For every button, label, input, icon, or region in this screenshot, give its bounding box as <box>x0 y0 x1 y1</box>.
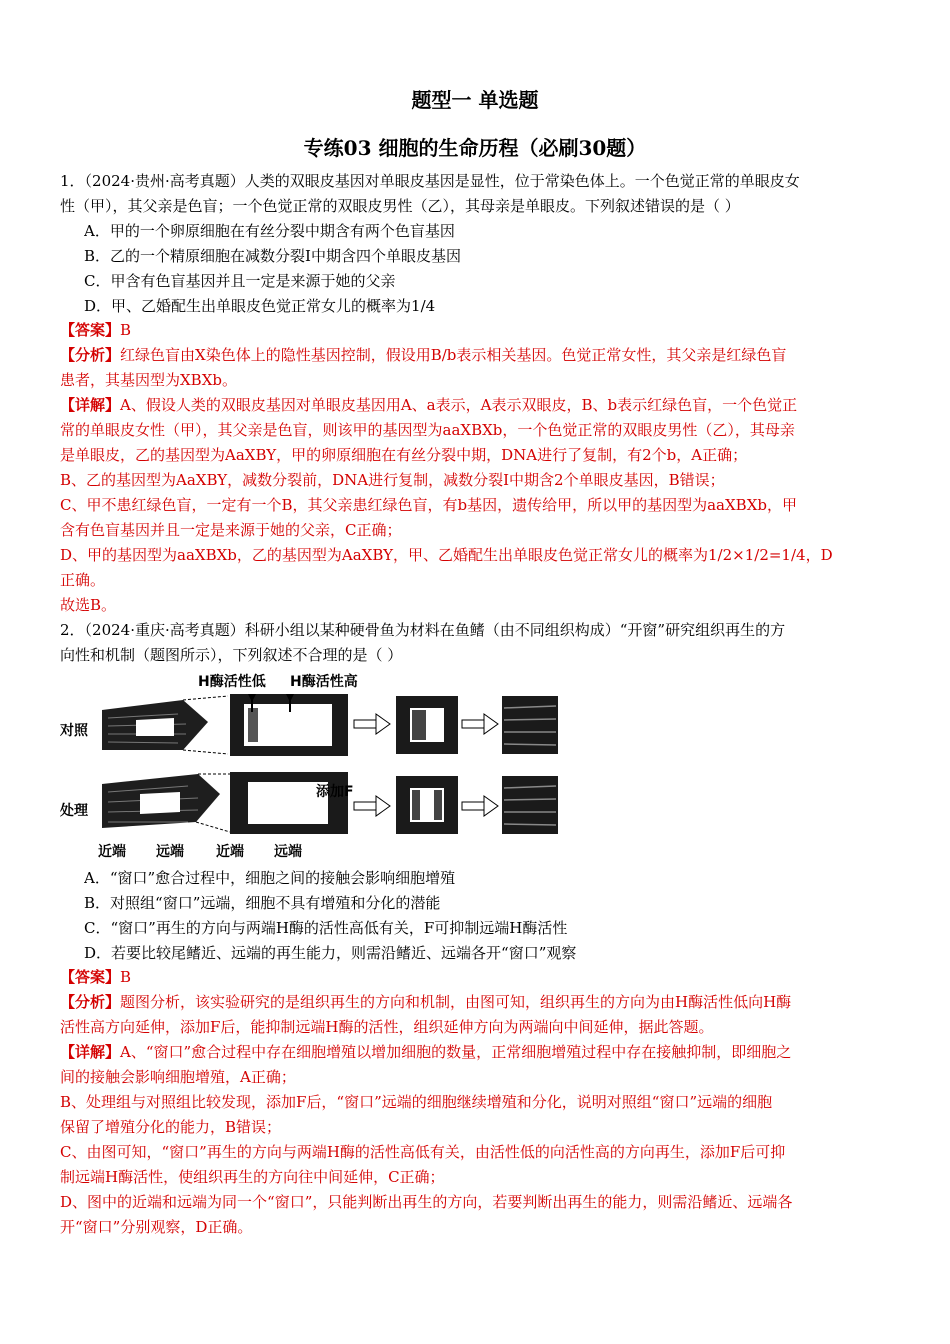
label-near-2: 近端 <box>216 844 244 860</box>
label-h-enzyme-low: H酶活性低 <box>198 674 266 690</box>
q1-detail-line-6: 含有色盲基因并且一定是来源于她的父亲，C正确； <box>60 521 402 539</box>
q2-stem-line-2: 向性和机制（题图所示），下列叙述不合理的是（ ） <box>60 646 403 664</box>
control-fin-icon <box>102 700 208 750</box>
q2-answer <box>60 967 895 987</box>
detail-text: A、“窗口”愈合过程中存在细胞增殖以增加细胞的数量，正常细胞增殖过程中存在接触抑制，即细胞之 <box>120 1043 792 1061</box>
fin-window-figure <box>58 672 563 862</box>
q2-option-c: C．“窗口”再生的方向与两端H酶的活性高低有关，F可抑制远端H酶活性 <box>84 919 568 937</box>
section-heading: 题型一 单选题 <box>411 88 539 112</box>
q1-conclusion: 故选B。 <box>60 596 117 614</box>
arrow-icon <box>354 714 390 734</box>
page-title: 专练03 细胞的生命历程（必刷30题） <box>303 136 647 160</box>
analysis-tag: 【分析】 <box>60 993 121 1011</box>
q2-detail-line-1 <box>60 1042 895 1062</box>
treatment-window-healed <box>502 776 558 834</box>
q1-detail-line-1 <box>60 395 895 415</box>
treatment-window-zoom <box>230 772 348 834</box>
treatment-fin-icon <box>102 774 220 828</box>
q2-analysis-line-2: 活性高方向延伸，添加F后，能抑制远端H酶的活性，组织延伸方向为两端向中间延伸，据此答题。 <box>60 1018 714 1036</box>
arrow-icon <box>462 714 498 734</box>
control-window-healed <box>502 696 558 754</box>
answer-tag: 【答案】 <box>60 321 121 339</box>
q2-analysis-line-1 <box>60 992 895 1012</box>
q2-option-d: D．若要比较尾鳍近、远端的再生能力，则需沿鳍近、远端各开“窗口”观察 <box>84 944 577 962</box>
treatment-window-mid <box>396 776 458 834</box>
q1-detail-line-3: 是单眼皮，乙的基因型为AaXBY，甲的卵原细胞在有丝分裂中期，DNA进行了复制，有2个b，A正确； <box>60 446 748 464</box>
q2-detail-line-3: B、处理组与对照组比较发现，添加F后，“窗口”远端的细胞继续增殖和分化，说明对照组“窗口”远端的细胞 <box>60 1093 773 1111</box>
q1-stem-line-2: 性（甲），其父亲是色盲；一个色觉正常的双眼皮男性（乙），其母亲是单眼皮。下列叙述错误的是（ ） <box>60 197 740 215</box>
q2-option-a: A．“窗口”愈合过程中，细胞之间的接触会影响细胞增殖 <box>84 869 456 887</box>
q2-detail-line-2: 间的接触会影响细胞增殖，A正确； <box>60 1068 296 1086</box>
q1-option-a: A．甲的一个卵原细胞在有丝分裂中期含有两个色盲基因 <box>84 222 455 240</box>
answer-tag: 【答案】 <box>60 968 121 986</box>
analysis-text: 红绿色盲由X染色体上的隐性基因控制，假设用B/b表示相关基因。色觉正常女性，其父亲是红绿色盲 <box>120 346 787 364</box>
control-window-zoom <box>230 694 348 756</box>
label-far-2: 远端 <box>274 844 302 860</box>
analysis-text: 题图分析，该实验研究的是组织再生的方向和机制，由图可知，组织再生的方向为由H酶活性低向H酶 <box>120 993 792 1011</box>
q1-detail-line-7: D、甲的基因型为aaXBXb，乙的基因型为AaXBY，甲、乙婚配生出单眼皮色觉正常女儿的概率为1/2×1/2=1/4，D <box>60 546 833 564</box>
label-add-f: 添加F <box>316 784 354 800</box>
arrow-icon <box>462 796 498 816</box>
answer-value: B <box>120 968 132 986</box>
q1-stem-line-1: 1．（2024·贵州·高考真题）人类的双眼皮基因对单眼皮基因是显性，位于常染色体上。一个色觉正常的单眼皮女 <box>60 172 800 190</box>
q2-detail-line-6: 制远端H酶活性，使组织再生的方向往中间延伸，C正确； <box>60 1168 445 1186</box>
q1-detail-line-2: 常的单眼皮女性（甲），其父亲是色盲，则该甲的基因型为aaXBXb，一个色觉正常的双眼皮男性（乙），其母亲 <box>60 421 795 439</box>
q1-option-c: C．甲含有色盲基因并且一定是来源于她的父亲 <box>84 272 396 290</box>
detail-tag: 【详解】 <box>60 396 121 414</box>
q1-option-b: B．乙的一个精原细胞在减数分裂Ⅰ中期含四个单眼皮基因 <box>84 247 461 265</box>
q1-answer <box>60 320 895 340</box>
label-near-1: 近端 <box>98 844 126 860</box>
q1-analysis-line-1 <box>60 345 895 365</box>
q2-option-b: B．对照组“窗口”远端，细胞不具有增殖和分化的潜能 <box>84 894 441 912</box>
arrow-icon <box>354 796 390 816</box>
q2-detail-line-8: 开“窗口”分别观察，D正确。 <box>60 1218 253 1236</box>
analysis-tag: 【分析】 <box>60 346 121 364</box>
row-label-control: 对照 <box>60 723 88 739</box>
fin-window-diagram <box>58 672 563 862</box>
answer-value: B <box>120 321 132 339</box>
q2-detail-line-7: D、图中的近端和远端为同一个“窗口”，只能判断出再生的方向，若要判断出再生的能力，则需沿鳍近、远端各 <box>60 1193 793 1211</box>
q1-detail-line-4: B、乙的基因型为AaXBY，减数分裂前，DNA进行复制，减数分裂Ⅰ中期含2个单眼皮基因，B错误； <box>60 471 725 489</box>
control-window-mid <box>396 696 458 754</box>
q1-detail-line-8: 正确。 <box>60 571 106 589</box>
row-label-treatment: 处理 <box>60 803 88 819</box>
label-far-1: 远端 <box>156 844 184 860</box>
q1-detail-line-5: C、甲不患红绿色盲，一定有一个B，其父亲患红绿色盲，有b基因，遗传给甲，所以甲的基因型为aaXBXb，甲 <box>60 496 797 514</box>
q2-stem-line-1: 2．（2024·重庆·高考真题）科研小组以某种硬骨鱼为材料在鱼鳍（由不同组织构成）“开窗”研究组织再生的方 <box>60 621 786 639</box>
q1-analysis-line-2: 患者，其基因型为XBXb。 <box>60 371 237 389</box>
detail-tag: 【详解】 <box>60 1043 121 1061</box>
label-h-enzyme-high: H酶活性高 <box>290 674 358 690</box>
q1-option-d: D．甲、乙婚配生出单眼皮色觉正常女儿的概率为1/4 <box>84 297 436 315</box>
detail-text: A、假设人类的双眼皮基因对单眼皮基因用A、a表示，A表示双眼皮，B、b表示红绿色盲，一个色觉正 <box>120 396 798 414</box>
q2-detail-line-4: 保留了增殖分化的能力，B错误； <box>60 1118 282 1136</box>
q2-detail-line-5: C、由图可知，“窗口”再生的方向与两端H酶的活性高低有关，由活性低的向活性高的方向再生，添加F后可抑 <box>60 1143 786 1161</box>
